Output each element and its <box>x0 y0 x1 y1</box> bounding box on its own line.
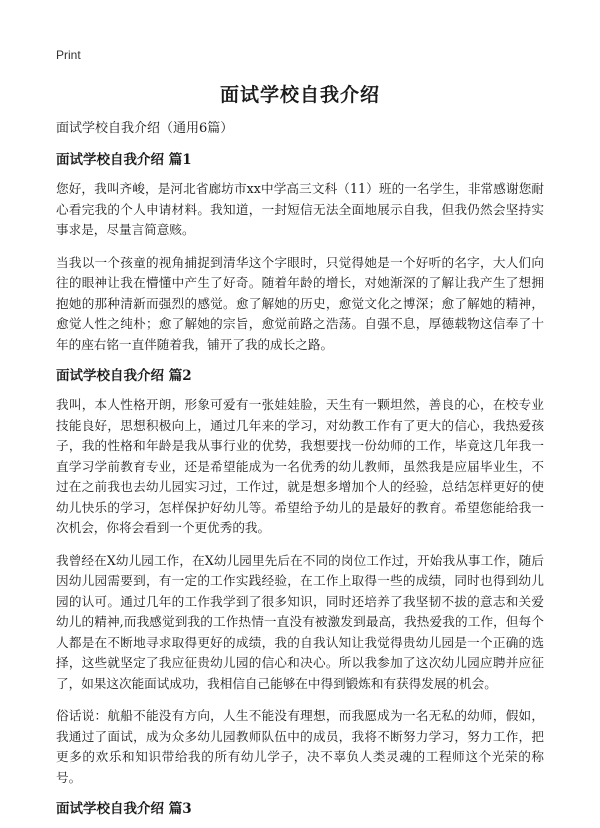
paragraph: 您好，我叫齐峻，是河北省廊坊市xx中学高三文科（11）班的一名学生，非常感谢您耐心看完我的个人申请材料。我知道，一封短信无法全面地展示自我，但我仍然会坚持实事求是，尽量言简意赅。 <box>56 181 544 237</box>
section-heading-1: 面试学校自我介绍 篇1 <box>56 152 192 168</box>
print-link[interactable]: Print <box>56 48 81 62</box>
paragraph: 俗话说：航船不能没有方向，人生不能没有理想，而我愿成为一名无私的幼师，假如，我通过了面试，成为众多幼儿园教师队伍中的成员，我将不断努力学习，努力工作，把更多的欢乐和知识带给我的所有幼儿学子，决不辜负人类灵魂的工程师这个光荣的称号。 <box>56 708 544 785</box>
section-heading-3: 面试学校自我介绍 篇3 <box>56 801 192 817</box>
document-title: 面试学校自我介绍 <box>219 84 380 106</box>
document-body <box>56 120 544 828</box>
paragraph: 我曾经在X幼儿园工作，在X幼儿园里先后在不同的岗位工作过，开始我从事工作，随后因幼儿园需要到，有一定的工作实践经验，在工作上取得一些的成绩，同时也得到幼儿园的认可。通过几年的工作我学到了很多知识，同时还培养了我坚韧不拔的意志和关爱幼儿的精神,而我感觉到我的工作热情一直没有被激发到最高，我热爱我的工作，但每个人都是在不断地寻求取得更好的成绩，我的自我认知让我觉得贵幼儿园是一个正确的选择，这些就坚定了我应征贵幼儿园的信心和决心。所以我参加了这次幼儿园应聘并应征了，如果这次能面试成功，我相信自己能够在中得到锻炼和有获得发展的机会。 <box>56 552 544 691</box>
paragraph: 当我以一个孩童的视角捕捉到清华这个字眼时，只觉得她是一个好听的名字，大人们向往的眼神让我在懵懂中产生了好奇。随着年龄的增长，对她渐深的了解让我产生了想拥抱她的那种清新而强烈的感觉。愈了解她的历史，愈觉文化之博深；愈了解她的精神，愈觉人性之纯朴；愈了解她的宗旨，愈觉前路之浩荡。自强不息，厚德载物这信奉了十年的座右铭一直伴随着我，铺开了我的成长之路。 <box>56 254 544 352</box>
section-heading-2: 面试学校自我介绍 篇2 <box>56 368 192 384</box>
paragraph: 我叫，本人性格开朗，形象可爱有一张娃娃脸，天生有一颗坦然，善良的心，在校专业技能良好，思想积极向上，通过几年来的学习，对幼教工作有了更大的信心，我热爱孩子，我的性格和年龄是我从事行业的优势，我想要找一份幼师的工作，毕竟这几年我一直学习学前教育专业，还是希望能成为一名优秀的幼儿教师，虽然我是应届毕业生，不过在之前我也去幼儿园实习过，工作过，就是想多增加个人的经验，总结怎样更好的使幼儿快乐的学习，怎样保护好幼儿等。希望给予幼儿的是最好的教育。希望您能给我一次机会，你将会看到一个更优秀的我。 <box>56 397 544 535</box>
document-subtitle: 面试学校自我介绍（通用6篇） <box>56 121 234 136</box>
